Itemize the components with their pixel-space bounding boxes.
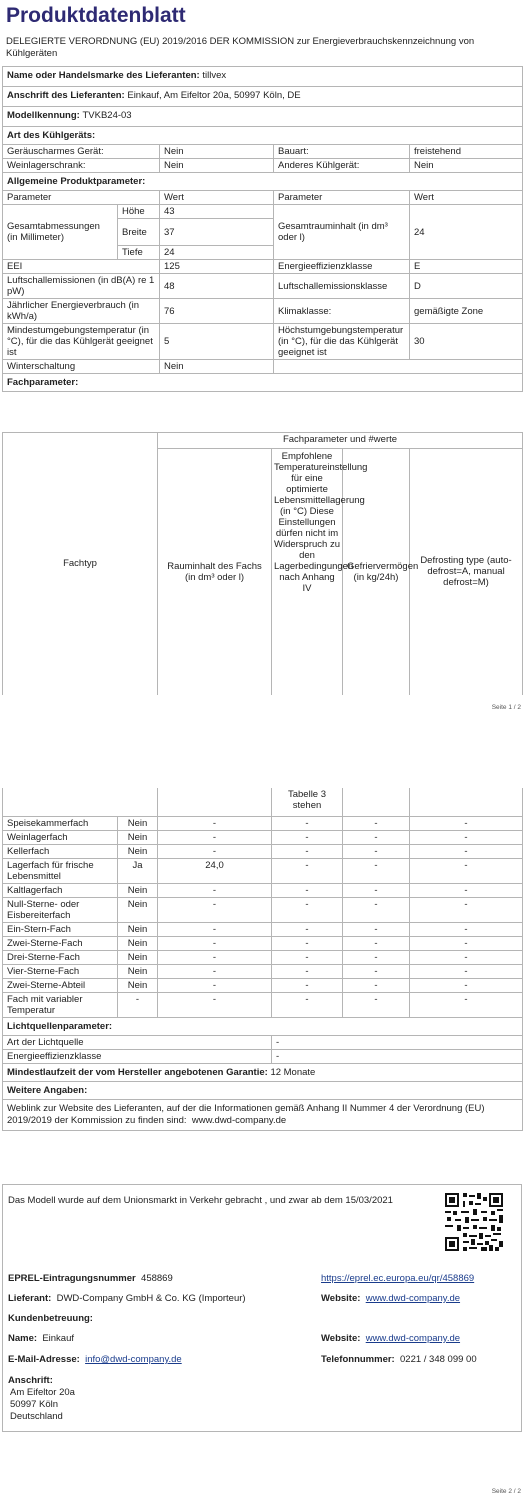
compartment-freeze: - (343, 830, 410, 844)
compartment-present: Nein (118, 922, 158, 936)
compartment-row (3, 978, 523, 992)
compartment-params-heading: Fachparameter: (3, 374, 523, 392)
dimension-value: 24 (160, 246, 274, 260)
compartment-temp: - (272, 830, 343, 844)
compartment-present: Nein (118, 844, 158, 858)
compartment-temp: - (272, 950, 343, 964)
dimension-row (3, 205, 523, 219)
supplier-address-label: Anschrift des Lieferanten: (7, 90, 125, 101)
light-row (3, 1035, 523, 1049)
param-value: 76 (160, 299, 274, 324)
dimension-name: Breite (118, 219, 160, 246)
compartment-defrost: - (410, 992, 523, 1017)
supplier-address-row (3, 87, 523, 107)
compartment-freeze: - (343, 883, 410, 897)
address-label: Anschrift: (8, 1375, 53, 1386)
compartment-row (3, 964, 523, 978)
type-value: Nein (160, 159, 274, 173)
light-value: - (272, 1035, 523, 1049)
compartment-type: Fach mit variabler Temperatur (3, 992, 118, 1017)
compartment-temp: - (272, 992, 343, 1017)
supplier-value: DWD-Company GmbH & Co. KG (Importeur) (56, 1293, 246, 1304)
regulation-subtitle: DELEGIERTE VERORDNUNG (EU) 2019/2016 DER KOMMISSION zur Energieverbrauchskennzeichnung von Kühlgeräten (6, 36, 475, 59)
param-label: Mindestumgebungstemperatur (in °C), für die das Kühlgerät geeignet ist (3, 324, 160, 360)
winter-value: Nein (160, 360, 274, 374)
winter-row (3, 360, 523, 374)
qr-code-icon[interactable] (445, 1193, 503, 1251)
address-line: Deutschland (10, 1411, 63, 1422)
supplier-website-link[interactable]: www.dwd-company.de (191, 1114, 287, 1126)
compartment-temp: - (272, 964, 343, 978)
compartment-defrost: - (410, 936, 523, 950)
general-params-heading: Allgemeine Produktparameter: (3, 173, 523, 191)
compartment-type: Null-Sterne- oder Eisbereiterfach (3, 897, 118, 922)
compartment-volume: 24,0 (158, 858, 272, 883)
page-title: Produktdatenblatt (6, 4, 186, 27)
general-row (3, 299, 523, 324)
address-line: 50997 Köln (10, 1399, 59, 1410)
eprel-value: 458869 (141, 1273, 173, 1284)
param-value: 30 (410, 324, 523, 360)
eprel-label: EPREL-Eintragungsnummer (8, 1273, 136, 1284)
param-label: Höchstumgebungstemperatur (in °C), für die das Kühlgerät geeignet ist (274, 324, 410, 360)
compartment-freeze: - (343, 950, 410, 964)
warranty-row (3, 1063, 523, 1081)
compartment-temp: - (272, 816, 343, 830)
compartment-volume-header: Rauminhalt des Fachs (in dm³ oder l) (158, 449, 272, 695)
compartment-freeze: - (343, 992, 410, 1017)
light-label: Energieeffizienzklasse (3, 1049, 272, 1063)
compartment-freeze: - (343, 978, 410, 992)
product-datasheet-table (2, 66, 523, 392)
footer-box (2, 1184, 522, 1432)
compartment-present: Nein (118, 897, 158, 922)
warranty-value: 12 Monate (270, 1066, 316, 1078)
compartment-defrost: - (410, 830, 523, 844)
compartment-present: Nein (118, 883, 158, 897)
value-header: Wert (410, 191, 523, 205)
param-value: gemäßigte Zone (410, 299, 523, 324)
compartment-defrost: - (410, 964, 523, 978)
compartment-freeze-header: Gefriervermögen (in kg/24h) (343, 449, 410, 695)
model-row (3, 107, 523, 127)
dimension-value: 37 (160, 219, 274, 246)
compartment-volume: - (158, 830, 272, 844)
winter-label: Winterschaltung (3, 360, 160, 374)
light-row (3, 1049, 523, 1063)
supplier-name-label: Name oder Handelsmarke des Lieferanten: (7, 70, 200, 81)
compartment-temp: - (272, 844, 343, 858)
compartment-defrost: - (410, 950, 523, 964)
param-label: Energieeffizienzklasse (274, 260, 410, 274)
compartment-table (2, 788, 523, 1131)
supplier-label: Lieferant: (8, 1293, 52, 1304)
dimension-name: Höhe (118, 205, 160, 219)
compartment-temp: - (272, 922, 343, 936)
compartment-row (3, 830, 523, 844)
further-info-heading: Weitere Angaben: (3, 1081, 523, 1099)
email-link[interactable]: info@dwd-company.de (85, 1354, 182, 1365)
value-header: Wert (160, 191, 274, 205)
name-value: Einkauf (42, 1333, 75, 1344)
compartment-type: Kaltlagerfach (3, 883, 118, 897)
compartment-type: Drei-Sterne-Fach (3, 950, 118, 964)
compartment-temp: - (272, 858, 343, 883)
compartment-defrost: - (410, 978, 523, 992)
compartment-temp-header: Empfohlene Temperatureinstellung für eine optimierte Lebensmittellagerung (in °C) Diese Einstellungen dürfen nicht im Widerspruch zu den Lagerbedingungen nach Anhang IV (272, 449, 343, 695)
name-label: Name: (8, 1333, 38, 1344)
compartment-temp: - (272, 936, 343, 950)
further-info-row (3, 1099, 523, 1130)
compartment-defrost: - (410, 858, 523, 883)
compartment-group-header: Fachparameter und #werte (158, 433, 523, 449)
compartment-volume: - (158, 844, 272, 858)
compartment-freeze: - (343, 922, 410, 936)
compartment-volume: - (158, 936, 272, 950)
compartment-volume: - (158, 978, 272, 992)
general-header-row (3, 191, 523, 205)
compartment-temp: - (272, 978, 343, 992)
compartment-freeze: - (343, 858, 410, 883)
compartment-present: Nein (118, 978, 158, 992)
compartment-type: Ein-Stern-Fach (3, 922, 118, 936)
param-header: Parameter (3, 191, 160, 205)
compartment-row (3, 858, 523, 883)
dimensions-label: Gesamtabmessungen (in Millimeter) (3, 205, 118, 260)
model-value: TVKB24-03 (82, 110, 132, 121)
compartment-defrost: - (410, 922, 523, 936)
param-value: 48 (160, 274, 274, 299)
compartment-row (3, 816, 523, 830)
compartment-type: Zwei-Sterne-Fach (3, 936, 118, 950)
light-label: Art der Lichtquelle (3, 1035, 272, 1049)
compartment-present: Nein (118, 950, 158, 964)
compartment-row (3, 844, 523, 858)
type-row (3, 159, 523, 173)
website-link[interactable]: www.dwd-company.de (365, 1333, 461, 1344)
light-value: - (272, 1049, 523, 1063)
param-value: 5 (160, 324, 274, 360)
customer-service-label: Kundenbetreuung: (8, 1313, 93, 1324)
param-value: D (410, 274, 523, 299)
param-label: Jährlicher Energieverbrauch (in kWh/a) (3, 299, 160, 324)
compartment-row (3, 950, 523, 964)
address-block (10, 1387, 75, 1423)
general-row (3, 260, 523, 274)
compartment-row (3, 883, 523, 897)
compartment-row (3, 936, 523, 950)
eprel-link[interactable]: https://eprel.ec.europa.eu/qr/458869 (321, 1273, 475, 1284)
compartment-type: Kellerfach (3, 844, 118, 858)
compartment-type: Vier-Sterne-Fach (3, 964, 118, 978)
website-label: Website: (321, 1333, 361, 1344)
phone-label: Telefonnummer: (321, 1354, 395, 1365)
param-label: Luftschallemissionsklasse (274, 274, 410, 299)
compartment-row (3, 922, 523, 936)
compartment-defrost: - (410, 897, 523, 922)
phone-value: 0221 / 348 099 00 (400, 1354, 477, 1365)
compartment-defrost: - (410, 844, 523, 858)
type-label: Anderes Kühlgerät: (274, 159, 410, 173)
compartment-freeze: - (343, 816, 410, 830)
address-line: Am Eifeltor 20a (10, 1387, 75, 1398)
page-number: Seite 1 / 2 (491, 704, 521, 711)
compartment-type: Weinlagerfach (3, 830, 118, 844)
compartment-volume: - (158, 883, 272, 897)
supplier-name-row (3, 67, 523, 87)
compartment-type: Zwei-Sterne-Abteil (3, 978, 118, 992)
warranty-label: Mindestlaufzeit der vom Hersteller angebotenen Garantie: (7, 1066, 268, 1078)
further-info-text: Weblink zur Website des Lieferanten, auf der die Informationen gemäß Anhang II Nummer 4 der Verordnung (EU) 2019/2019 der Kommission zu finden sind: (7, 1102, 485, 1126)
type-value: Nein (160, 145, 274, 159)
compartment-freeze: - (343, 897, 410, 922)
volume-label: Gesamtrauminhalt (in dm³ oder l) (274, 205, 410, 260)
compartment-volume: - (158, 922, 272, 936)
page-number: Seite 2 / 2 (491, 1488, 521, 1495)
website-link[interactable]: www.dwd-company.de (365, 1293, 461, 1304)
type-label: Weinlagerschrank: (3, 159, 160, 173)
volume-value: 24 (410, 205, 523, 260)
compartment-type: Lagerfach für frische Lebensmittel (3, 858, 118, 883)
compartment-freeze: - (343, 844, 410, 858)
compartment-volume: - (158, 992, 272, 1017)
compartment-row (3, 897, 523, 922)
dimension-value: 43 (160, 205, 274, 219)
compartment-defrost: - (410, 883, 523, 897)
supplier-name-value: tillvex (202, 70, 227, 81)
type-label: Geräuscharmes Gerät: (3, 145, 160, 159)
compartment-volume: - (158, 964, 272, 978)
compartment-temp: - (272, 883, 343, 897)
param-value: 125 (160, 260, 274, 274)
dimension-name: Tiefe (118, 246, 160, 260)
compartment-volume: - (158, 897, 272, 922)
compartment-volume: - (158, 950, 272, 964)
compartment-present: Nein (118, 816, 158, 830)
type-value: freistehend (410, 145, 523, 159)
compartment-present: Ja (118, 858, 158, 883)
param-label: Luftschallemissionen (in dB(A) re 1 pW) (3, 274, 160, 299)
compartment-present: Nein (118, 936, 158, 950)
compartment-defrost: - (410, 816, 523, 830)
compartment-volume: - (158, 816, 272, 830)
supplier-address-value: Einkauf, Am Eifeltor 20a, 50997 Köln, DE (127, 90, 301, 101)
type-label: Bauart: (274, 145, 410, 159)
param-label: Klimaklasse: (274, 299, 410, 324)
compartment-defrost-header: Defrosting type (auto-defrost=A, manual defrost=M) (410, 449, 523, 695)
email-label: E-Mail-Adresse: (8, 1354, 80, 1365)
light-params-heading: Lichtquellenparameter: (3, 1017, 523, 1035)
compartment-present: Nein (118, 964, 158, 978)
type-value: Nein (410, 159, 523, 173)
compartment-present: - (118, 992, 158, 1017)
appliance-type-heading: Art des Kühlgeräts: (3, 127, 523, 145)
compartment-type-header: Fachtyp (3, 433, 158, 695)
general-row (3, 274, 523, 299)
general-row (3, 324, 523, 360)
param-value: E (410, 260, 523, 274)
compartment-present: Nein (118, 830, 158, 844)
compartment-freeze: - (343, 964, 410, 978)
type-row (3, 145, 523, 159)
param-label: EEI (3, 260, 160, 274)
compartment-temp-header-cont: Tabelle 3 stehen (272, 788, 343, 816)
compartment-freeze: - (343, 936, 410, 950)
compartment-type: Speisekammerfach (3, 816, 118, 830)
market-date-text: Das Modell wurde auf dem Unionsmarkt in Verkehr gebracht , und zwar ab dem 15/03/2021 (8, 1195, 393, 1206)
compartment-row (3, 992, 523, 1017)
model-label: Modellkennung: (7, 110, 80, 121)
param-header: Parameter (274, 191, 410, 205)
compartment-temp: - (272, 897, 343, 922)
compartment-header-table (2, 432, 523, 695)
website-label: Website: (321, 1293, 361, 1304)
